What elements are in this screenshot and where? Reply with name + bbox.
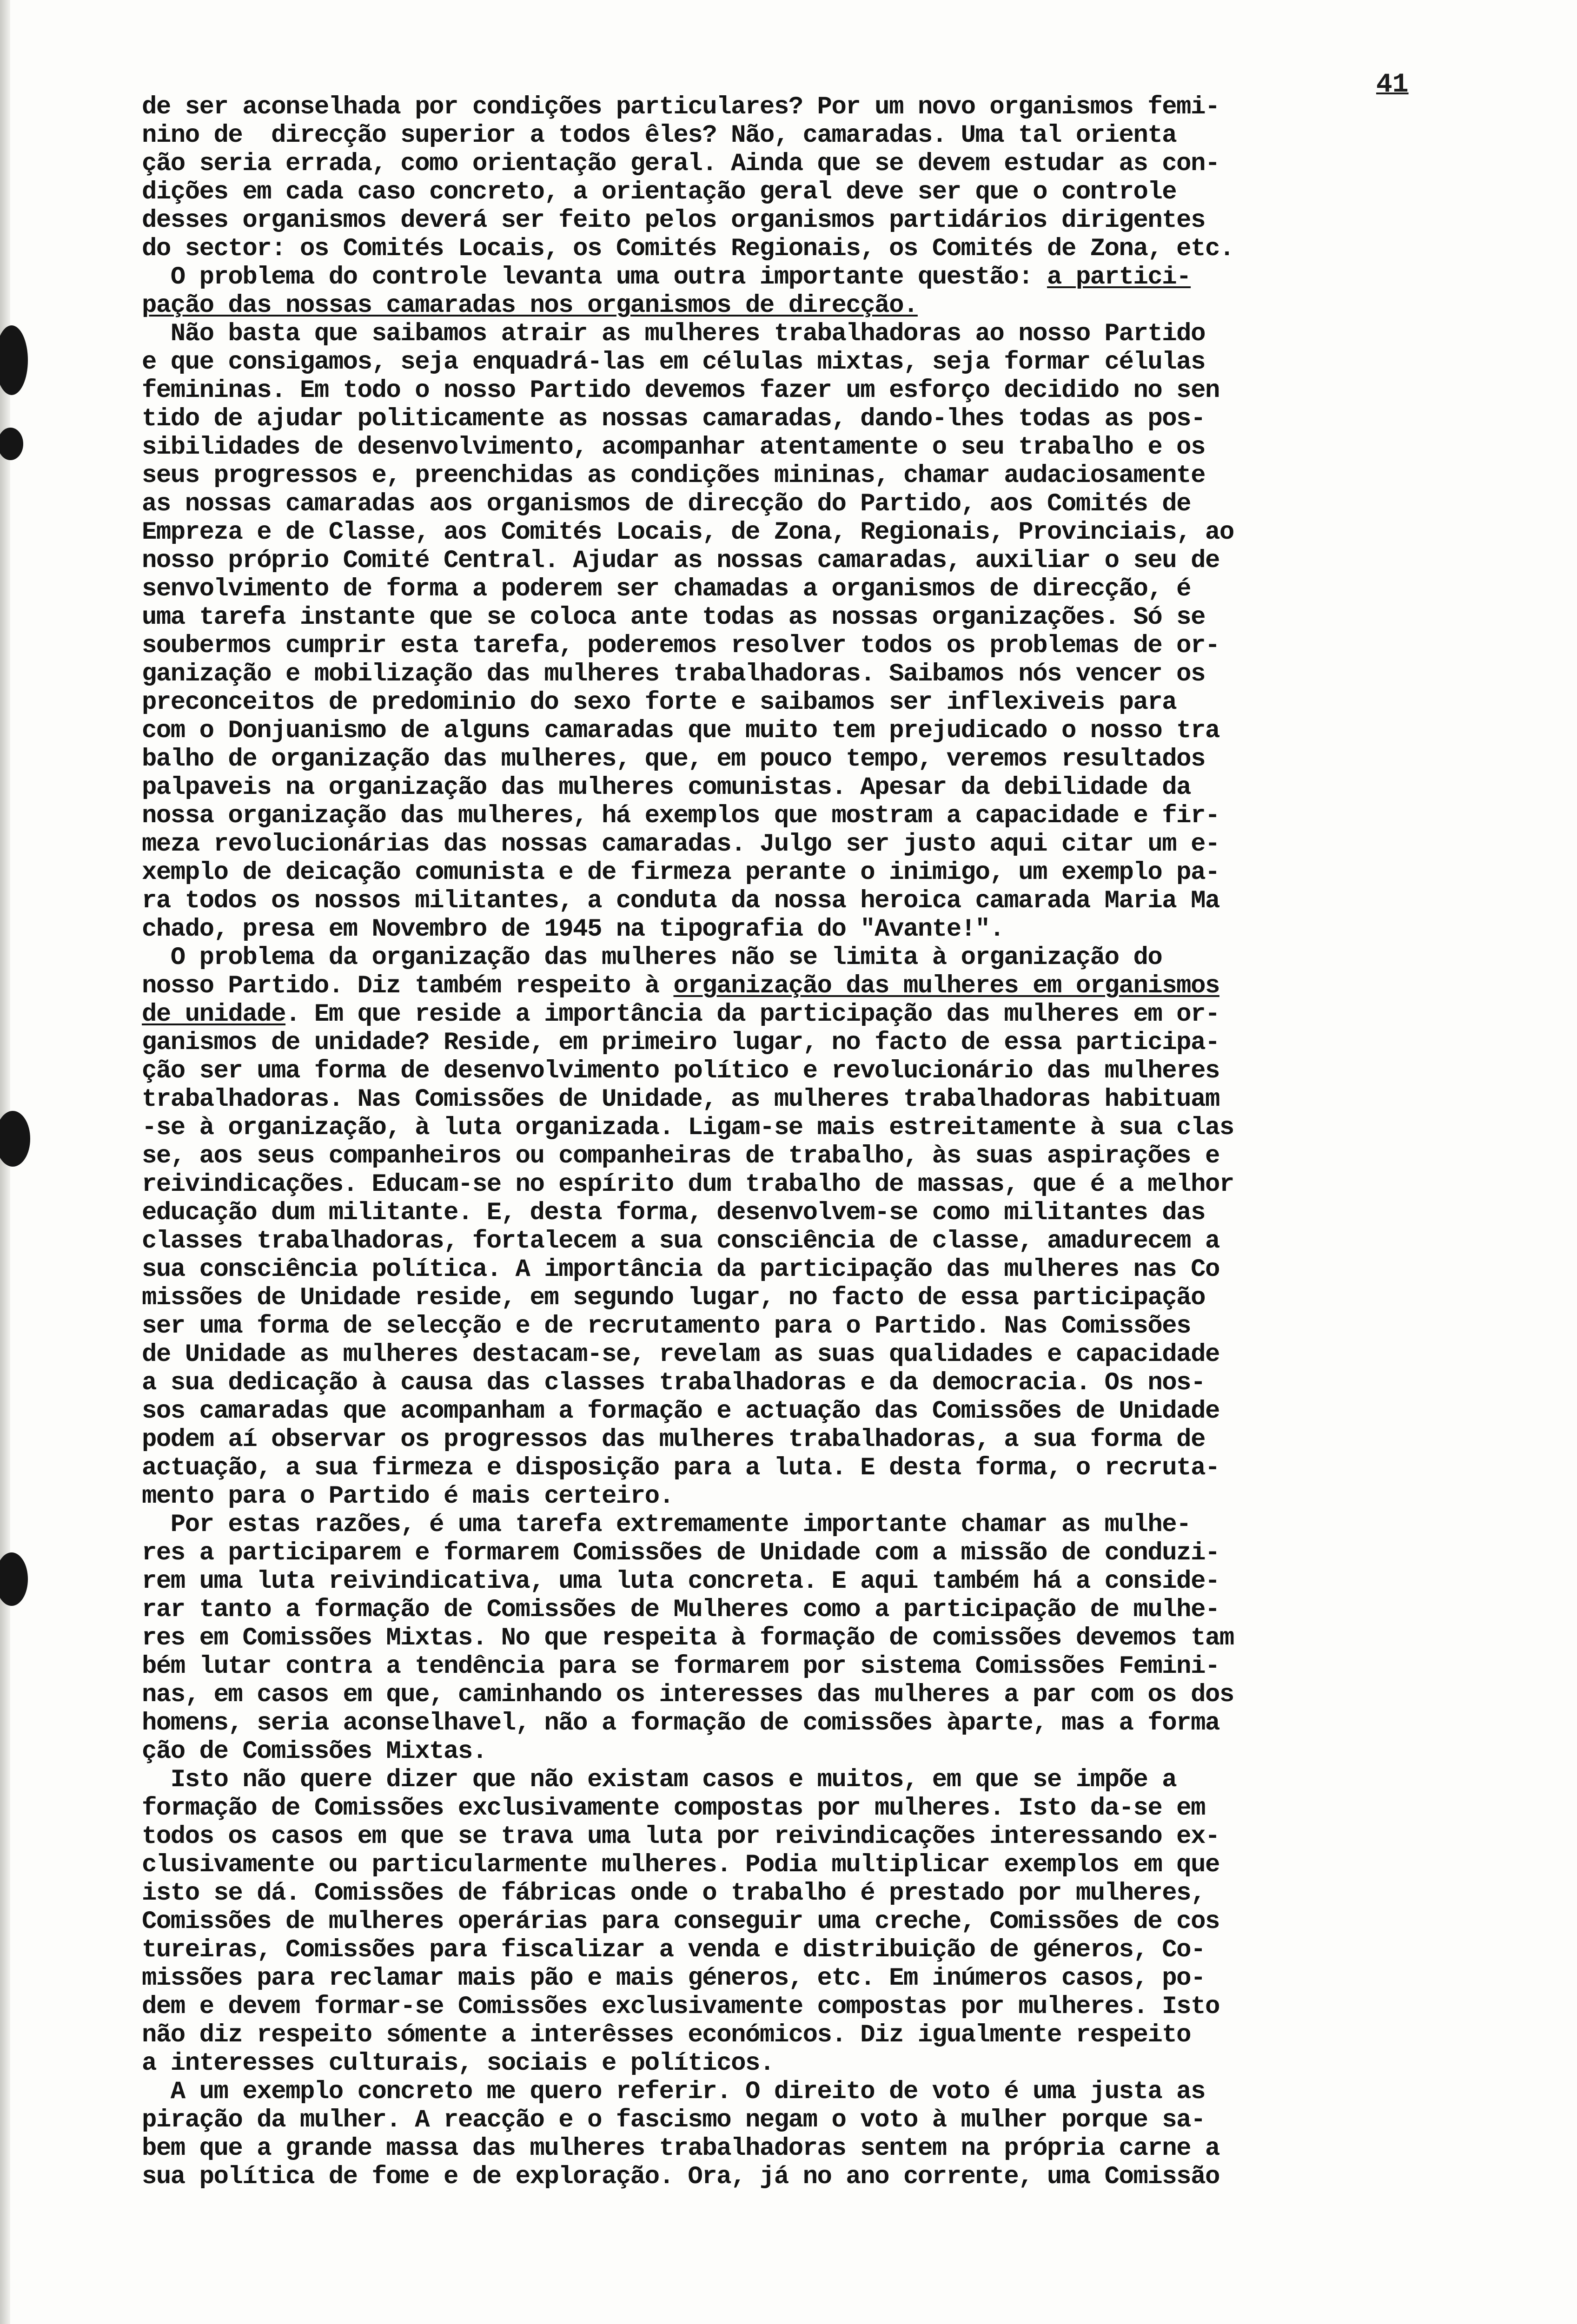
text-segment: sos camaradas que acompanham a formação e actuação das Comissões de Unidade <box>142 1397 1219 1426</box>
text-line <box>142 1709 1532 1737</box>
text-segment: as nossas camaradas aos organismos de direcção do Partido, aos Comités de <box>142 490 1191 518</box>
text-segment: actuação, a sua firmeza e disposição para a luta. E desta forma, o recruta- <box>142 1454 1219 1482</box>
text-segment: Isto não quere dizer que não existam casos e muitos, em que se impõe a <box>142 1766 1177 1794</box>
body-text <box>142 93 1532 2191</box>
text-line <box>142 206 1532 235</box>
text-segment: meza revolucionárias das nossas camaradas. Julgo ser justo aqui citar um e- <box>142 830 1219 858</box>
text-line <box>142 1057 1532 1085</box>
text-segment: educação dum militante. E, desta forma, desenvolvem-se como militantes das <box>142 1199 1205 1227</box>
text-segment: res em Comissões Mixtas. No que respeita à formação de comissões devemos tam <box>142 1624 1234 1652</box>
text-segment: nino de direcção superior a todos êles? Não, camaradas. Uma tal orienta <box>142 121 1177 150</box>
text-segment: -se à organização, à luta organizada. Ligam-se mais estreitamente à sua clas <box>142 1114 1234 1142</box>
text-segment: Por estas razões, é uma tarefa extremamente importante chamar as mulhe- <box>142 1511 1191 1539</box>
text-line <box>142 2106 1532 2134</box>
text-segment: homens, seria aconselhavel, não a formação de comissões àparte, mas a forma <box>142 1709 1219 1737</box>
text-segment: ção de Comissões Mixtas. <box>142 1737 487 1766</box>
text-segment: chado, presa em Novembro de 1945 na tipografia do "Avante!". <box>142 915 1004 944</box>
text-line <box>142 178 1532 206</box>
text-segment: nosso próprio Comité Central. Ajudar as nossas camaradas, auxiliar o seu de <box>142 547 1219 575</box>
text-segment: seus progressos e, preenchidas as condições mininas, chamar audaciosamente <box>142 462 1205 490</box>
text-line <box>142 1199 1532 1227</box>
text-line <box>142 1993 1532 2021</box>
punch-hole-2 <box>0 428 23 460</box>
text-segment: e que consigamos, seja enquadrá-las em células mixtas, seja formar células <box>142 348 1205 376</box>
text-line <box>142 632 1532 660</box>
text-segment: mento para o Partido é mais certeiro. <box>142 1482 674 1511</box>
text-segment: missões para reclamar mais pão e mais géneros, etc. Em inúmeros casos, po- <box>142 1964 1205 1993</box>
text-segment: Comissões de mulheres operárias para conseguir uma creche, Comissões de cos <box>142 1908 1219 1936</box>
text-line <box>142 263 1532 291</box>
text-line <box>142 1170 1532 1199</box>
text-segment: O problema do controle levanta uma outra importante questão: <box>142 263 1047 291</box>
text-segment: bem que a grande massa das mulheres trabalhadoras sentem na própria carne a <box>142 2134 1219 2163</box>
text-line <box>142 1596 1532 1624</box>
text-line <box>142 291 1532 320</box>
text-line <box>142 376 1532 405</box>
text-line <box>142 1397 1532 1426</box>
text-line <box>142 858 1532 887</box>
text-line <box>142 802 1532 830</box>
text-segment: nossa organização das mulheres, há exemplos que mostram a capacidade e fir- <box>142 802 1219 830</box>
text-segment: dem e devem formar-se Comissões exclusivamente compostas por mulheres. Isto <box>142 1993 1219 2021</box>
text-segment: ser uma forma de selecção e de recrutamento para o Partido. Nas Comissões <box>142 1312 1191 1340</box>
text-line <box>142 944 1532 972</box>
text-segment: missões de Unidade reside, em segundo lugar, no facto de essa participação <box>142 1284 1205 1312</box>
text-line <box>142 1879 1532 1908</box>
text-segment: balho de organização das mulheres, que, em pouco tempo, veremos resultados <box>142 745 1205 773</box>
text-line <box>142 1114 1532 1142</box>
text-segment: tureiras, Comissões para fiscalizar a venda e distribuição de géneros, Co- <box>142 1936 1205 1964</box>
text-segment: formação de Comissões exclusivamente compostas por mulheres. Isto da-se em <box>142 1794 1205 1822</box>
text-line <box>142 235 1532 263</box>
text-segment: a sua dedicação à causa das classes trabalhadoras e da democracia. Os nos- <box>142 1369 1205 1397</box>
text-line <box>142 660 1532 688</box>
text-line <box>142 1851 1532 1879</box>
text-segment: rar tanto a formação de Comissões de Mulheres como a participação de mulhe- <box>142 1596 1219 1624</box>
punch-hole-1 <box>0 325 28 395</box>
text-segment: do sector: os Comités Locais, os Comités Regionais, os Comités de Zona, etc. <box>142 235 1234 263</box>
text-line <box>142 1511 1532 1539</box>
text-segment: ra todos os nossos militantes, a conduta da nossa heroica camarada Maria Ma <box>142 887 1219 915</box>
text-segment: rem uma luta reivindicativa, uma luta concreta. E aqui também há a conside- <box>142 1567 1219 1596</box>
text-line <box>142 773 1532 802</box>
text-segment: femininas. Em todo o nosso Partido devemos fazer um esforço decidido no sen <box>142 376 1219 405</box>
text-line <box>142 320 1532 348</box>
text-segment: uma tarefa instante que se coloca ante todas as nossas organizações. Só se <box>142 603 1205 632</box>
text-line <box>142 1964 1532 1993</box>
text-line <box>142 887 1532 915</box>
text-line <box>142 1766 1532 1794</box>
text-segment: podem aí observar os progressos das mulheres trabalhadoras, a sua forma de <box>142 1426 1205 1454</box>
text-line <box>142 1454 1532 1482</box>
text-line <box>142 1029 1532 1057</box>
text-line <box>142 518 1532 547</box>
text-segment: soubermos cumprir esta tarefa, poderemos resolver todos os problemas de or- <box>142 632 1219 660</box>
text-line <box>142 2078 1532 2106</box>
text-segment: palpaveis na organização das mulheres comunistas. Apesar da debilidade da <box>142 773 1191 802</box>
punch-hole-3 <box>0 1111 30 1167</box>
text-line <box>142 2163 1532 2191</box>
underlined-text: a partici- <box>1047 263 1191 291</box>
text-line <box>142 2021 1532 2049</box>
text-line <box>142 1822 1532 1851</box>
text-line <box>142 1567 1532 1596</box>
text-line <box>142 490 1532 518</box>
text-segment: de Unidade as mulheres destacam-se, revelam as suas qualidades e capacidade <box>142 1340 1219 1369</box>
text-segment: nosso Partido. Diz também respeito à <box>142 972 674 1000</box>
page-number: 41 <box>1376 70 1409 100</box>
text-line <box>142 1482 1532 1511</box>
text-line <box>142 972 1532 1000</box>
text-segment: ganização e mobilização das mulheres trabalhadoras. Saibamos nós vencer os <box>142 660 1205 688</box>
text-line <box>142 433 1532 462</box>
text-segment: A um exemplo concreto me quero referir. O direito de voto é uma justa as <box>142 2078 1205 2106</box>
text-segment: senvolvimento de forma a poderem ser chamadas a organismos de direcção, é <box>142 575 1191 603</box>
text-segment: classes trabalhadoras, fortalecem a sua consciência de classe, amadurecem a <box>142 1227 1219 1255</box>
text-segment: res a participarem e formarem Comissões de Unidade com a missão de conduzi- <box>142 1539 1219 1567</box>
text-segment: reivindicações. Educam-se no espírito dum trabalho de massas, que é a melhor <box>142 1170 1234 1199</box>
text-line <box>142 1624 1532 1652</box>
text-line <box>142 1936 1532 1964</box>
text-line <box>142 2049 1532 2078</box>
text-segment: isto se dá. Comissões de fábricas onde o trabalho é prestado por mulheres, <box>142 1879 1205 1908</box>
text-line <box>142 745 1532 773</box>
text-segment: sua política de fome e de exploração. Ora, já no ano corrente, uma Comissão <box>142 2163 1219 2191</box>
text-segment: ganismos de unidade? Reside, em primeiro lugar, no facto de essa participa- <box>142 1029 1219 1057</box>
text-segment: trabalhadoras. Nas Comissões de Unidade, as mulheres trabalhadoras habituam <box>142 1085 1219 1114</box>
underlined-text: pação das nossas camaradas nos organismos de direcção. <box>142 291 918 320</box>
text-line <box>142 1369 1532 1397</box>
text-segment: dições em cada caso concreto, a orientação geral deve ser que o controle <box>142 178 1177 206</box>
text-line <box>142 547 1532 575</box>
text-segment: a interesses culturais, sociais e políticos. <box>142 2049 774 2078</box>
text-segment: sua consciência política. A importância da participação das mulheres nas Co <box>142 1255 1219 1284</box>
text-line <box>142 93 1532 121</box>
text-line <box>142 603 1532 632</box>
text-line <box>142 1142 1532 1170</box>
text-line <box>142 717 1532 745</box>
text-segment: Não basta que saibamos atrair as mulheres trabalhadoras ao nosso Partido <box>142 320 1205 348</box>
text-segment: Empreza e de Classe, aos Comités Locais, de Zona, Regionais, Provinciais, ao <box>142 518 1234 547</box>
text-line <box>142 1794 1532 1822</box>
text-segment: piração da mulher. A reacção e o fascismo negam o voto à mulher porque sa- <box>142 2106 1205 2134</box>
text-line <box>142 1000 1532 1029</box>
text-line <box>142 1539 1532 1567</box>
text-segment: . Em que reside a importância da participação das mulheres em or- <box>285 1000 1219 1029</box>
text-line <box>142 348 1532 376</box>
text-line <box>142 1340 1532 1369</box>
text-line <box>142 915 1532 944</box>
text-segment: todos os casos em que se trava uma luta por reivindicações interessando ex- <box>142 1822 1219 1851</box>
text-line <box>142 1737 1532 1766</box>
text-segment: se, aos seus companheiros ou companheiras de trabalho, às suas aspirações e <box>142 1142 1219 1170</box>
text-segment: de ser aconselhada por condições particulares? Por um novo organismos femi- <box>142 93 1219 121</box>
text-segment: ção ser uma forma de desenvolvimento político e revolucionário das mulheres <box>142 1057 1219 1085</box>
text-segment: preconceitos de predominio do sexo forte e saibamos ser inflexiveis para <box>142 688 1177 717</box>
text-segment: xemplo de deicação comunista e de firmeza perante o inimigo, um exemplo pa- <box>142 858 1219 887</box>
text-segment: desses organismos deverá ser feito pelos organismos partidários dirigentes <box>142 206 1205 235</box>
text-segment: sibilidades de desenvolvimento, acompanhar atentamente o seu trabalho e os <box>142 433 1205 462</box>
text-segment: não diz respeito sómente a interêsses económicos. Diz igualmente respeito <box>142 2021 1191 2049</box>
underlined-text: de unidade <box>142 1000 286 1029</box>
text-line <box>142 1681 1532 1709</box>
text-line <box>142 2134 1532 2163</box>
text-line <box>142 462 1532 490</box>
text-segment: bém lutar contra a tendência para se formarem por sistema Comissões Femini- <box>142 1652 1219 1681</box>
text-line <box>142 1255 1532 1284</box>
text-line <box>142 575 1532 603</box>
text-line <box>142 1312 1532 1340</box>
text-line <box>142 1284 1532 1312</box>
text-segment: O problema da organização das mulheres não se limita à organização do <box>142 944 1162 972</box>
text-line <box>142 1085 1532 1114</box>
text-line <box>142 150 1532 178</box>
text-segment: clusivamente ou particularmente mulheres. Podia multiplicar exemplos em que <box>142 1851 1219 1879</box>
text-segment: ção seria errada, como orientação geral. Ainda que se devem estudar as con- <box>142 150 1219 178</box>
text-line <box>142 1227 1532 1255</box>
text-line <box>142 1426 1532 1454</box>
text-line <box>142 830 1532 858</box>
text-line <box>142 1908 1532 1936</box>
text-segment: tido de ajudar politicamente as nossas camaradas, dando-lhes todas as pos- <box>142 405 1205 433</box>
text-segment: com o Donjuanismo de alguns camaradas que muito tem prejudicado o nosso tra <box>142 717 1219 745</box>
text-line <box>142 688 1532 717</box>
underlined-text: organização das mulheres em organismos <box>673 972 1219 1000</box>
text-segment: nas, em casos em que, caminhando os interesses das mulheres a par com os dos <box>142 1681 1234 1709</box>
text-line <box>142 405 1532 433</box>
text-line <box>142 121 1532 150</box>
punch-hole-4 <box>0 1552 28 1606</box>
text-line <box>142 1652 1532 1681</box>
